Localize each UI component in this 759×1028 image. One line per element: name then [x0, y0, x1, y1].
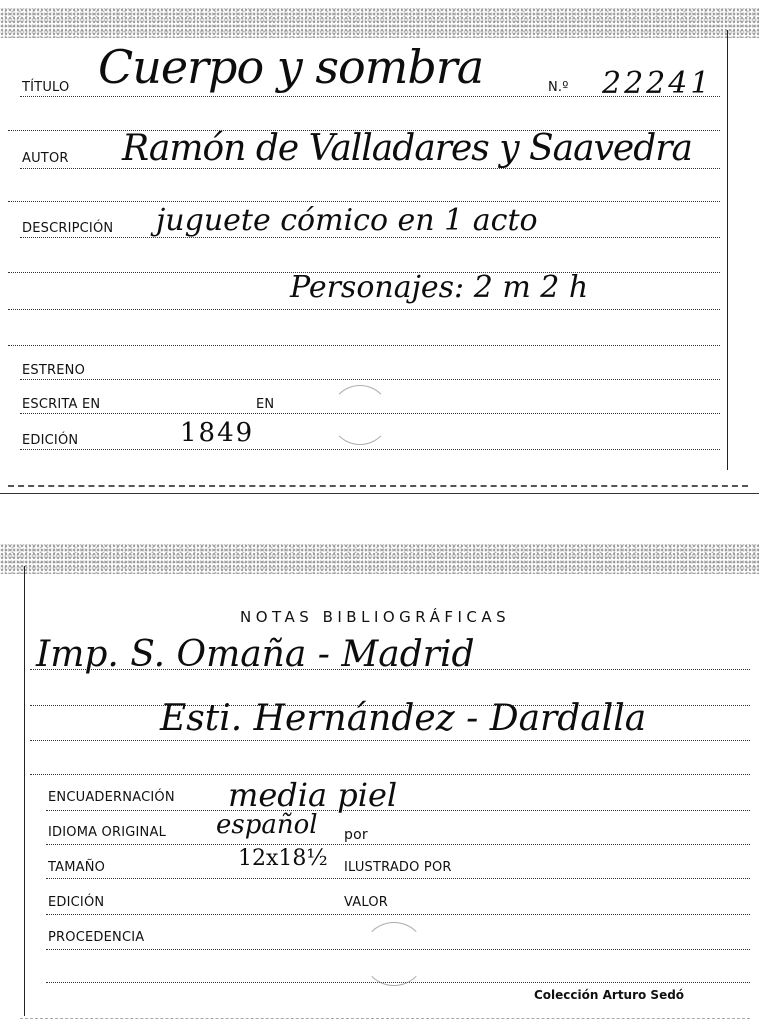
line-tamano: [46, 878, 750, 879]
descripcion-label: DESCRIPCIÓN: [22, 221, 114, 236]
faint-stamp: [362, 922, 426, 986]
valor-label: VALOR: [344, 895, 388, 910]
tamano-value: 12x18½: [238, 846, 328, 871]
encuadernacion-value: media piel: [228, 776, 398, 814]
descripcion-value: juguete cómico en 1 acto: [156, 203, 538, 238]
line-blank-5: [8, 345, 720, 346]
por-label: por: [344, 827, 368, 843]
titulo-value: Cuerpo y sombra: [98, 40, 484, 94]
card-divider: [0, 493, 759, 494]
line-estreno: [20, 379, 720, 380]
titulo-label: TÍTULO: [22, 80, 70, 95]
line-idioma: [46, 844, 750, 845]
line-blank-2: [8, 201, 720, 202]
collection-credit: Colección Arturo Sedó: [534, 988, 685, 1002]
catalog-card-front: [0, 0, 759, 495]
notes-line-2: Esti. Hernández - Dardalla: [160, 698, 647, 739]
edicion-label: EDICIÓN: [22, 433, 79, 448]
card-bottom-edge: [8, 485, 748, 487]
line-edicion: [20, 449, 720, 450]
notes-heading: NOTAS BIBLIOGRÁFICAS: [240, 608, 511, 626]
faint-stamp: [330, 385, 390, 445]
edicion-label: EDICIÓN: [48, 895, 105, 910]
catalog-card-back: [0, 540, 759, 1028]
numero-value: 22241: [602, 66, 713, 101]
edicion-value: 1849: [180, 418, 255, 448]
idioma-value: español: [216, 810, 318, 840]
line-edicion: [46, 914, 750, 915]
descripcion-value-2: Personajes: 2 m 2 h: [290, 270, 589, 305]
autor-value: Ramón de Valladares y Saavedra: [122, 128, 692, 169]
procedencia-label: PROCEDENCIA: [48, 930, 145, 945]
autor-label: AUTOR: [22, 151, 69, 166]
idioma-label: IDIOMA ORIGINAL: [48, 825, 167, 840]
encuadernacion-label: ENCUADERNACIÓN: [48, 790, 175, 805]
notes-line-1: Imp. S. Omaña - Madrid: [36, 634, 475, 675]
escrita-en-label: ESCRITA EN: [22, 397, 101, 412]
line-notes-4: [30, 774, 750, 775]
en-label: EN: [256, 397, 275, 412]
card-bottom-edge: [20, 1018, 750, 1019]
line-blank-4: [8, 309, 720, 310]
tamano-label: TAMAÑO: [48, 860, 106, 875]
line-notes-3: [30, 740, 750, 741]
line-encuadernacion: [46, 810, 750, 811]
ilustrado-label: ILUSTRADO POR: [344, 860, 452, 875]
estreno-label: ESTRENO: [22, 363, 86, 378]
numero-label: N.º: [548, 80, 569, 95]
